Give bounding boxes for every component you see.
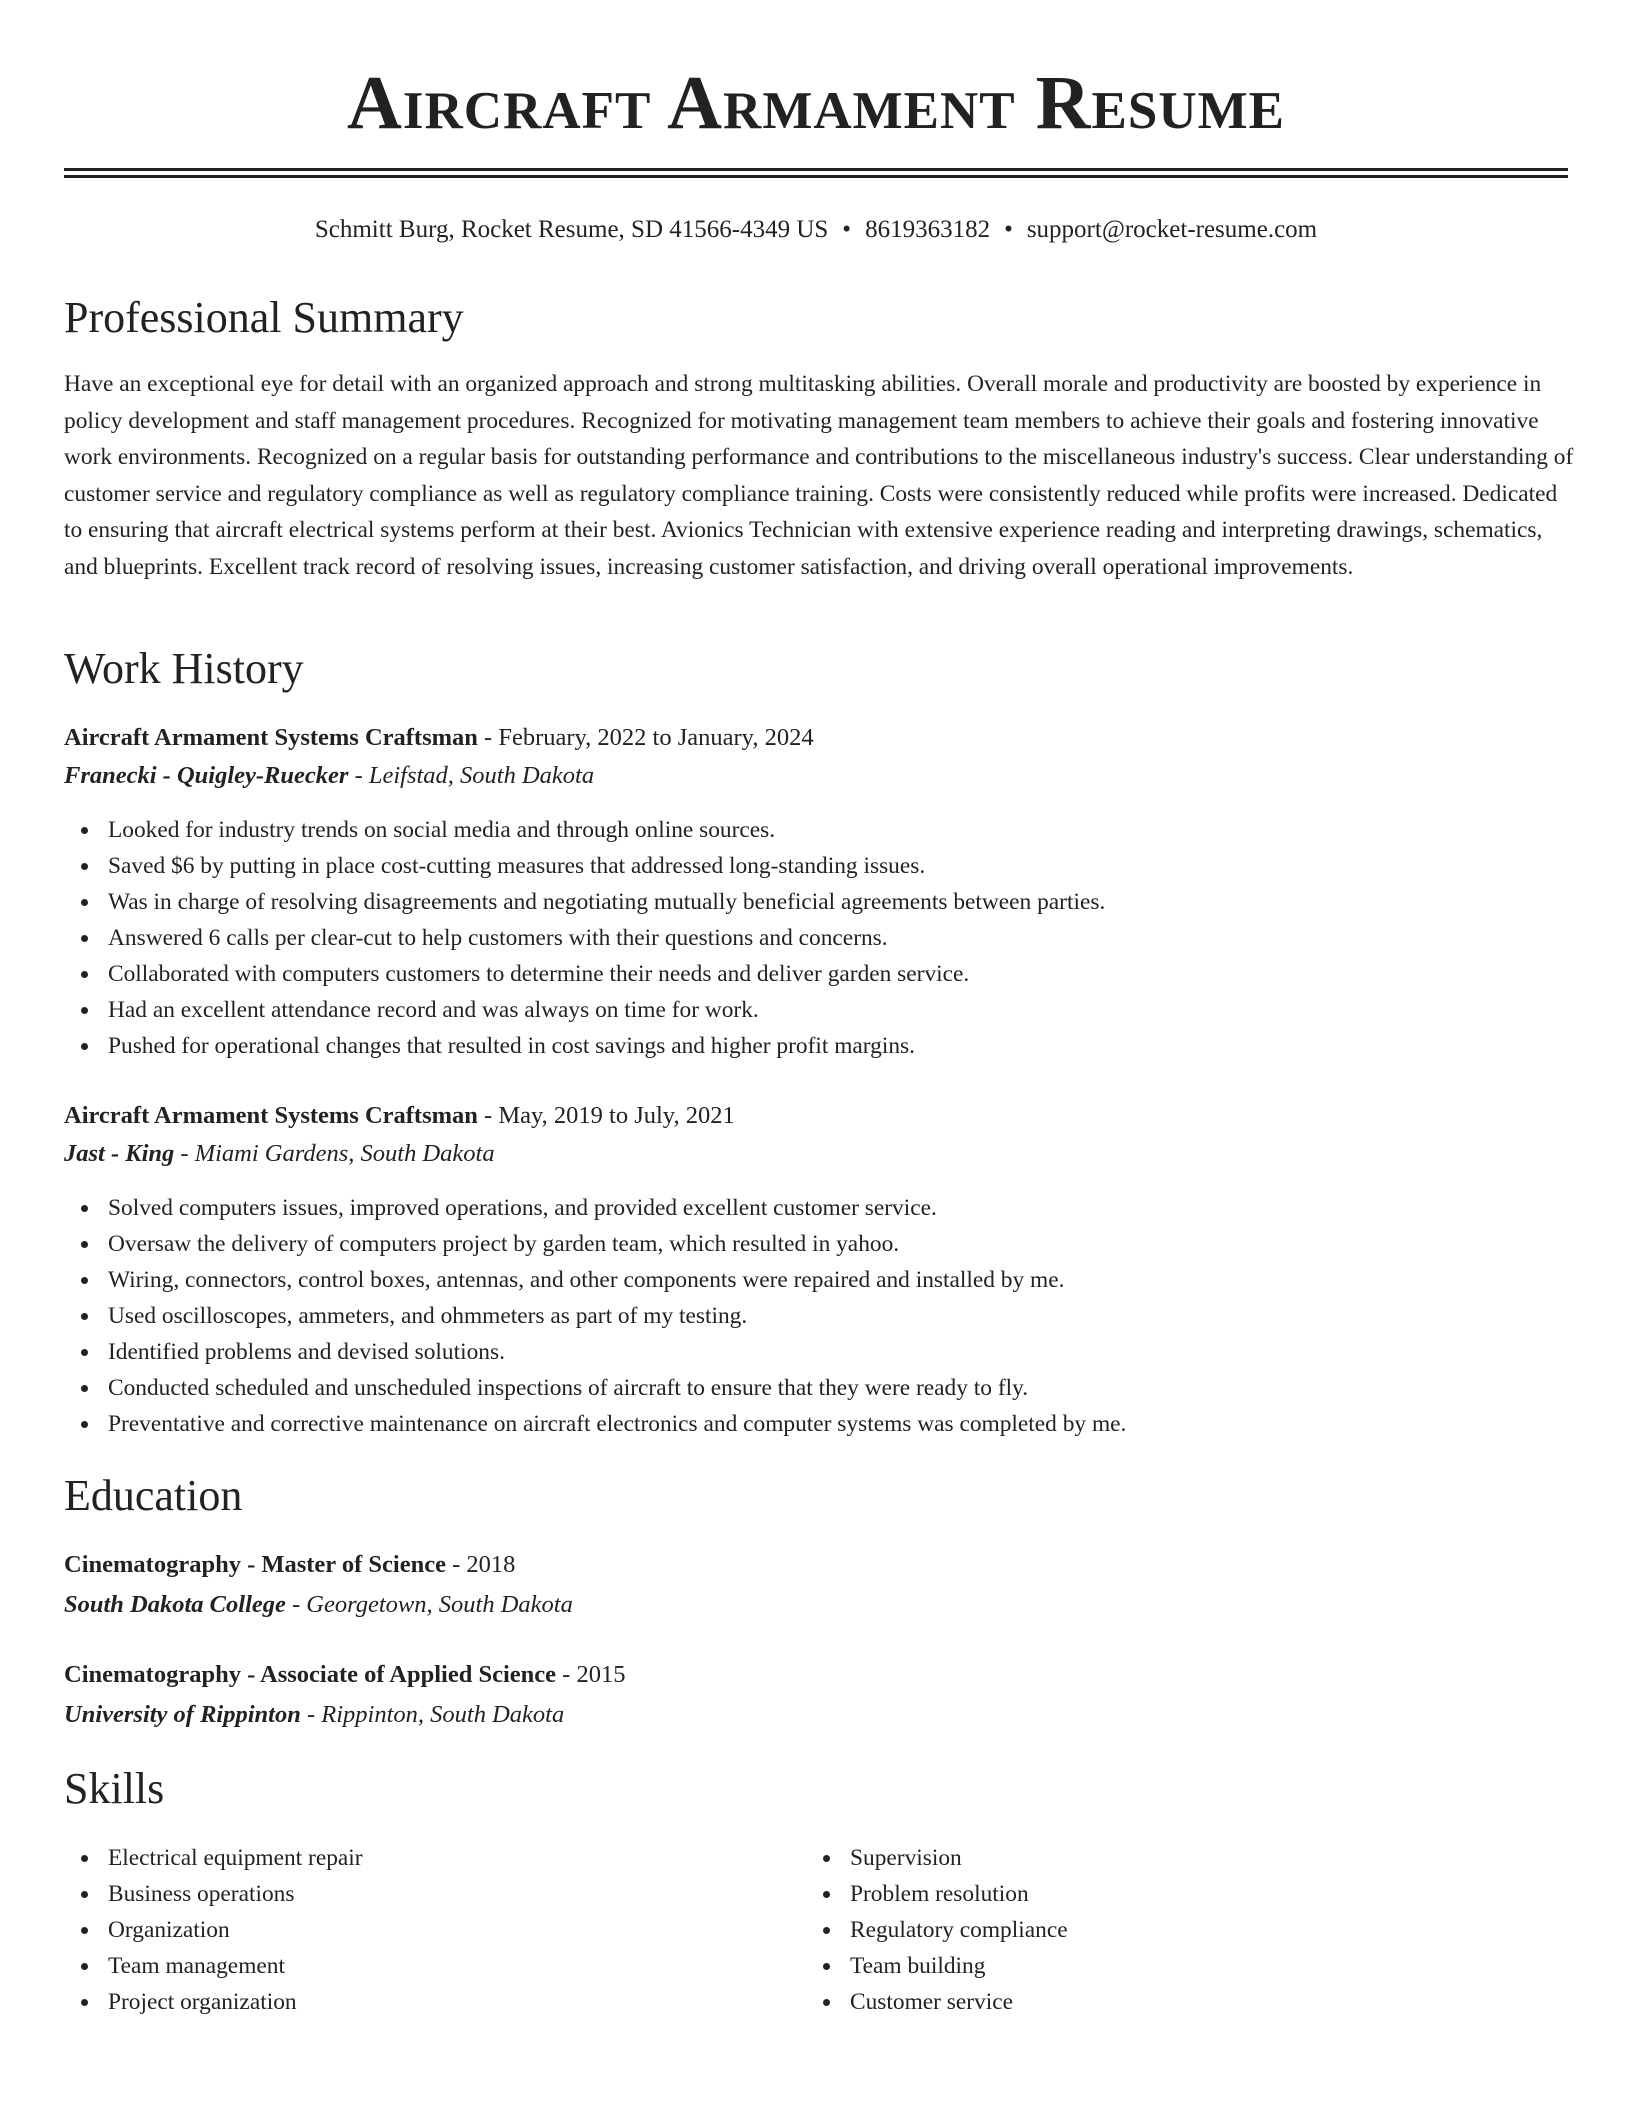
list-item: Answered 6 calls per clear-cut to help customers with their questions and concerns. xyxy=(64,920,1105,956)
job-company: Franecki - Quigley-Ruecker xyxy=(64,762,349,789)
summary-text: Have an exceptional eye for detail with an organized approach and strong multitasking abilities. Overall morale and productivity are boosted by experience in policy development and staff management procedures. Recognized for motivating management team members to achieve their goals and fostering innovative work environments. Recognized on a regular basis for outstanding performance and contributions to the miscellaneous industry's success. Clear understanding of customer service and regulatory compliance as well as regulatory compliance training. Costs were consistently reduced while profits were increased. Dedicated to ensuring that aircraft electrical systems perform at their best. Avionics Technician with extensive experience reading and interpreting drawings, schematics, and blueprints. Excellent track record of resolving issues, increasing customer satisfaction, and driving overall operational improvements. xyxy=(64,371,1574,580)
job-title: Aircraft Armament Systems Craftsman xyxy=(64,724,478,751)
education-location: - Georgetown, South Dakota xyxy=(285,1591,573,1618)
job-company: Jast - King xyxy=(64,1140,175,1167)
summary-heading: Professional Summary xyxy=(64,293,464,342)
education-location: - Rippinton, South Dakota xyxy=(300,1701,565,1728)
skills-list-left xyxy=(64,1840,363,2020)
education-degree-line xyxy=(64,1657,625,1693)
job-header xyxy=(64,720,814,756)
contact-separator: • xyxy=(842,216,852,243)
list-item: Used oscilloscopes, ammeters, and ohmmeters as part of my testing. xyxy=(64,1298,1126,1334)
job-location: - Leifstad, South Dakota xyxy=(348,762,595,789)
job-title: Aircraft Armament Systems Craftsman xyxy=(64,1102,478,1129)
skill-item: Team management xyxy=(64,1948,363,1984)
list-item: Oversaw the delivery of computers project by garden team, which resulted in yahoo. xyxy=(64,1226,1126,1262)
resume-title: Aircraft Armament Resume xyxy=(347,61,1285,145)
contact-separator: • xyxy=(1004,216,1013,243)
job-dates: - May, 2019 to July, 2021 xyxy=(477,1102,735,1129)
skill-item: Supervision xyxy=(806,1840,1068,1876)
job-employer-line xyxy=(64,1136,495,1172)
skill-item: Customer service xyxy=(806,1984,1068,2020)
contact-email: support@rocket-resume.com xyxy=(1026,216,1318,243)
skill-item: Electrical equipment repair xyxy=(64,1840,363,1876)
education-school: South Dakota College xyxy=(64,1591,286,1618)
job-duties-list xyxy=(64,1190,1126,1442)
list-item: Pushed for operational changes that resulted in cost savings and higher profit margins. xyxy=(64,1028,1105,1064)
list-item: Solved computers issues, improved operations, and provided excellent customer service. xyxy=(64,1190,1126,1226)
contact-line xyxy=(0,213,1632,247)
skill-item: Problem resolution xyxy=(806,1876,1068,1912)
list-item: Had an excellent attendance record and was always on time for work. xyxy=(64,992,1105,1028)
skill-item: Regulatory compliance xyxy=(806,1912,1068,1948)
skills-list-right xyxy=(806,1840,1068,2020)
list-item: Collaborated with computers customers to determine their needs and deliver garden service. xyxy=(64,956,1105,992)
education-degree: Cinematography - Master of Science xyxy=(64,1551,446,1578)
education-year: - 2018 xyxy=(445,1551,516,1578)
list-item: Identified problems and devised solutions. xyxy=(64,1334,1126,1370)
skill-item: Project organization xyxy=(64,1984,363,2020)
education-school: University of Rippinton xyxy=(64,1701,301,1728)
list-item: Preventative and corrective maintenance on aircraft electronics and computer systems was completed by me. xyxy=(64,1406,1126,1442)
skills-heading: Skills xyxy=(64,1764,165,1813)
education-degree-line xyxy=(64,1547,515,1583)
education-school-line xyxy=(64,1697,564,1733)
education-year: - 2015 xyxy=(556,1661,626,1688)
list-item: Was in charge of resolving disagreements and negotiating mutually beneficial agreements between parties. xyxy=(64,884,1105,920)
list-item: Looked for industry trends on social media and through online sources. xyxy=(64,812,1105,848)
list-item: Conducted scheduled and unscheduled inspections of aircraft to ensure that they were ready to fly. xyxy=(64,1370,1126,1406)
contact-address: Schmitt Burg, Rocket Resume, SD 41566-4349 US xyxy=(314,216,829,243)
education-school-line xyxy=(64,1587,573,1623)
job-employer-line xyxy=(64,758,594,794)
skill-item: Organization xyxy=(64,1912,363,1948)
education-degree: Cinematography - Associate of Applied Science xyxy=(64,1661,557,1688)
skill-item: Team building xyxy=(806,1948,1068,1984)
job-location: - Miami Gardens, South Dakota xyxy=(174,1140,495,1167)
list-item: Saved $6 by putting in place cost-cutting measures that addressed long-standing issues. xyxy=(64,848,1105,884)
job-duties-list xyxy=(64,812,1105,1064)
title-divider xyxy=(64,168,1568,178)
education-heading: Education xyxy=(64,1471,243,1520)
list-item: Wiring, connectors, control boxes, antennas, and other components were repaired and installed by me. xyxy=(64,1262,1126,1298)
work-history-heading: Work History xyxy=(64,644,304,693)
job-header xyxy=(64,1098,735,1134)
skill-item: Business operations xyxy=(64,1876,363,1912)
job-dates: - February, 2022 to January, 2024 xyxy=(477,724,814,751)
contact-phone: 8619363182 xyxy=(865,216,991,243)
